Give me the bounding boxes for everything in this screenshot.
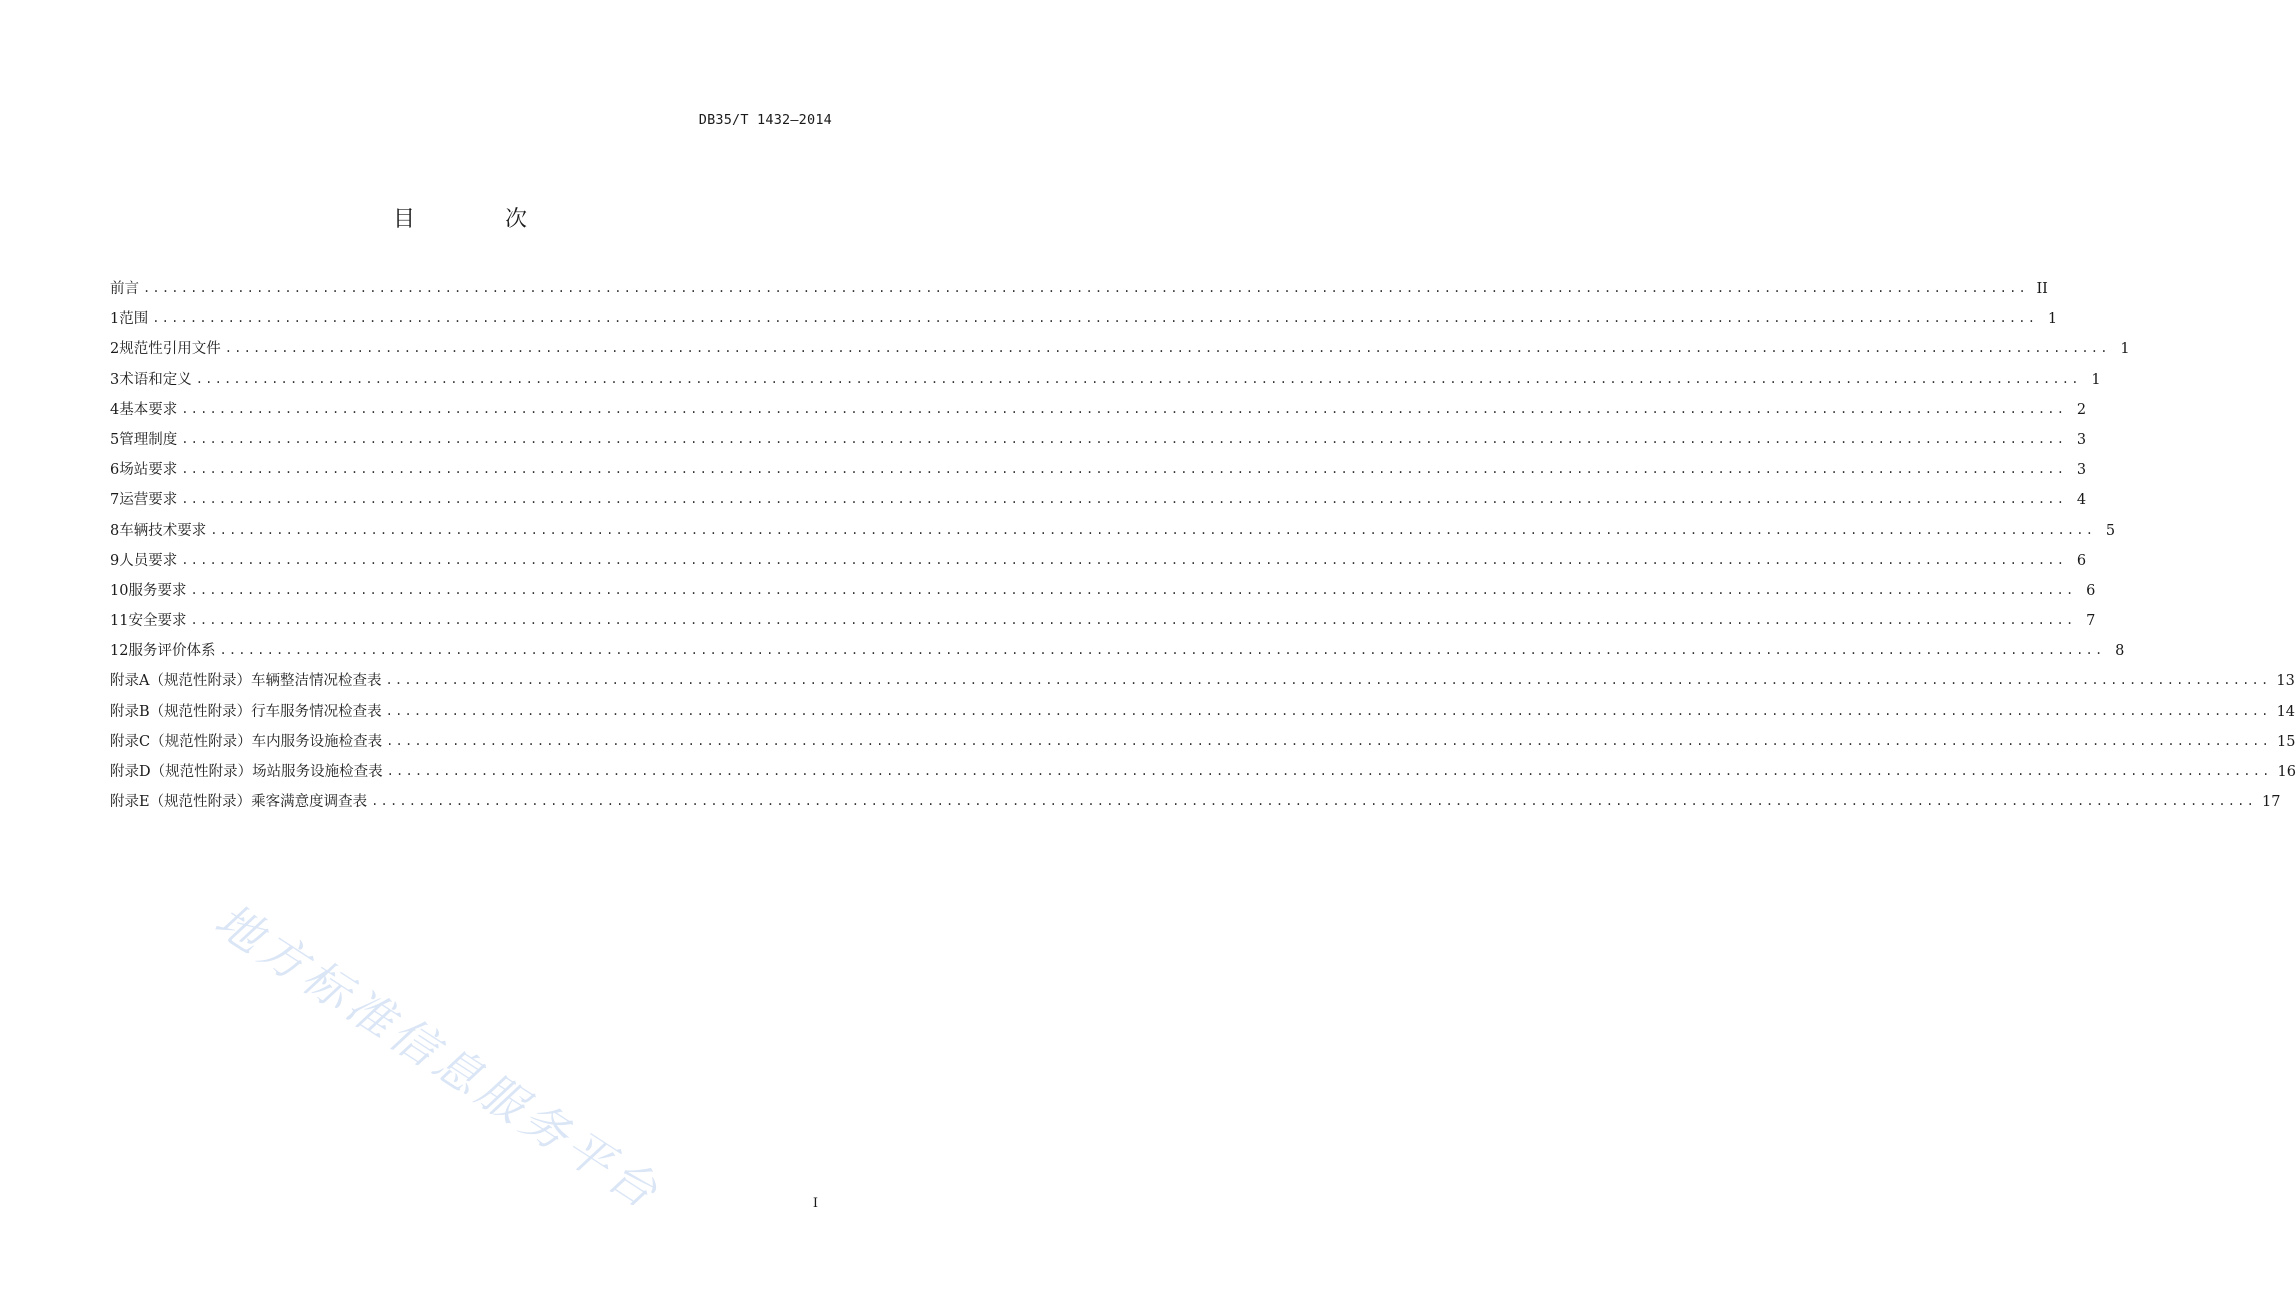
toc-entry[interactable]: [110, 668, 2295, 698]
toc-dot-leader: ........................................................................................................................................................................................................: [181, 462, 2067, 477]
toc-entry-number: 2: [110, 341, 120, 358]
toc-entry-page: 15: [2277, 733, 2296, 750]
toc-entry-page: II: [2036, 281, 2048, 297]
toc-entry-number: 4: [110, 401, 120, 418]
toc-entry[interactable]: [110, 729, 2296, 759]
page-title-char-1: 目: [392, 207, 415, 232]
toc-entry[interactable]: [110, 789, 2281, 819]
toc-entry-title: 场站要求: [119, 462, 178, 479]
toc-entry[interactable]: [110, 367, 2101, 397]
toc-entry-title: 运营要求: [119, 492, 178, 509]
toc-entry-title: 车辆技术要求: [119, 522, 207, 539]
toc-dot-leader: ........................................................................................................................................................................................................: [152, 311, 2038, 326]
toc-entry-title: 服务要求: [128, 582, 187, 599]
toc-entry-number: 7: [110, 492, 120, 509]
toc-entry-number: 3: [110, 371, 120, 388]
toc-entry-page: 1: [2091, 371, 2101, 388]
toc-entry-page: 17: [2262, 794, 2281, 811]
toc-entry-number: 8: [110, 522, 120, 539]
toc-entry-title: 乘客满意度调查表: [251, 794, 368, 811]
toc-dot-leader: ........................................................................................................................................................................................................: [386, 764, 2272, 778]
toc-entry[interactable]: [110, 306, 2058, 336]
toc-entry[interactable]: [110, 457, 2087, 487]
toc-entry-page: 3: [2076, 431, 2087, 448]
toc-entry-title: 规范性引用文件: [119, 341, 221, 358]
toc-entry-page: 14: [2276, 703, 2296, 720]
toc-entry-page: 8: [2115, 643, 2125, 660]
toc-dot-leader: ........................................................................................................................................................................................................: [181, 431, 2067, 446]
toc-entry-page: 1: [2120, 341, 2130, 358]
toc-dot-leader: ........................................................................................................................................................................................................: [224, 341, 2110, 356]
toc-entry-page: 2: [2076, 401, 2087, 418]
toc-dot-leader: ........................................................................................................................................................................................................: [190, 613, 2076, 628]
toc-entry-title: 行车服务情况检查表: [251, 703, 382, 720]
toc-entry-number: 1: [110, 311, 120, 328]
toc-entry-number: 12: [110, 643, 129, 660]
toc-entry-page: 3: [2076, 462, 2087, 479]
toc-entry[interactable]: [110, 397, 2087, 427]
toc-entry-page: 1: [2047, 311, 2058, 328]
toc-entry-appendix-label: 附录E（规范性附录）: [110, 794, 252, 811]
toc-entry-page: 16: [2277, 764, 2296, 780]
toc-entry[interactable]: [110, 548, 2087, 578]
page-number: I: [812, 1196, 818, 1211]
toc-entry-title: 车内服务设施检查表: [251, 733, 383, 750]
toc-entry-appendix-label: 附录B（规范性附录）: [110, 703, 252, 720]
watermark: 地方标准信息服务平台: [205, 892, 672, 1222]
toc-entry-title: 前言: [110, 281, 139, 297]
page-title: [0, 202, 920, 233]
toc-entry-number: 6: [110, 462, 120, 479]
toc-entry[interactable]: [110, 518, 2116, 548]
toc-dot-leader: ........................................................................................................................................................................................................: [181, 401, 2067, 416]
toc-dot-leader: ........................................................................................................................................................................................................: [181, 552, 2067, 567]
toc-entry-number: 10: [110, 582, 129, 599]
toc-entry[interactable]: [110, 578, 2096, 608]
toc-dot-leader: ........................................................................................................................................................................................................: [181, 492, 2067, 507]
table-of-contents: [110, 276, 2296, 819]
document-code: DB35/T 1432—2014: [698, 112, 832, 128]
toc-entry-title: 场站服务设施检查表: [252, 764, 383, 780]
toc-entry-title: 服务评价体系: [128, 643, 216, 660]
toc-entry-title: 范围: [119, 311, 149, 328]
toc-entry-page: 6: [2086, 582, 2096, 599]
toc-entry-appendix-label: 附录C（规范性附录）: [110, 733, 252, 750]
toc-entry-appendix-label: 附录D（规范性附录）: [110, 764, 253, 780]
toc-entry-number: 5: [110, 431, 120, 448]
toc-dot-leader: ........................................................................................................................................................................................................: [210, 522, 2096, 537]
toc-entry-page: 5: [2105, 522, 2116, 539]
toc-entry-title: 管理制度: [119, 431, 178, 448]
toc-entry-appendix-label: 附录A（规范性附录）: [110, 673, 251, 690]
toc-entry-page: 6: [2076, 552, 2087, 569]
toc-dot-leader: ........................................................................................................................................................................................................: [386, 733, 2272, 748]
toc-dot-leader: ........................................................................................................................................................................................................: [190, 582, 2076, 597]
toc-entry[interactable]: [110, 487, 2087, 517]
toc-entry[interactable]: [110, 336, 2130, 366]
toc-entry-number: 9: [110, 552, 120, 569]
toc-entry[interactable]: [110, 427, 2087, 457]
toc-dot-leader: ........................................................................................................................................................................................................: [143, 281, 2028, 295]
toc-entry-page: 4: [2076, 492, 2087, 509]
toc-entry-title: 车辆整洁情况检查表: [250, 673, 382, 690]
toc-entry[interactable]: [110, 276, 2048, 306]
toc-entry-title: 人员要求: [119, 552, 178, 569]
toc-entry-page: 7: [2086, 613, 2096, 630]
toc-entry-page: 13: [2276, 673, 2295, 690]
toc-entry[interactable]: [110, 759, 2296, 789]
toc-dot-leader: ........................................................................................................................................................................................................: [195, 371, 2081, 386]
toc-dot-leader: ........................................................................................................................................................................................................: [385, 673, 2271, 688]
page-title-char-2: 次: [505, 207, 528, 232]
toc-entry[interactable]: [110, 608, 2096, 638]
toc-entry[interactable]: [110, 699, 2296, 729]
toc-entry[interactable]: [110, 638, 2125, 668]
toc-entry-title: 术语和定义: [119, 371, 192, 388]
toc-entry-title: 安全要求: [128, 613, 187, 630]
toc-dot-leader: ........................................................................................................................................................................................................: [219, 643, 2105, 658]
toc-dot-leader: ........................................................................................................................................................................................................: [371, 794, 2257, 809]
toc-entry-number: 11: [110, 613, 129, 630]
toc-entry-title: 基本要求: [119, 401, 178, 418]
toc-dot-leader: ........................................................................................................................................................................................................: [385, 703, 2271, 718]
